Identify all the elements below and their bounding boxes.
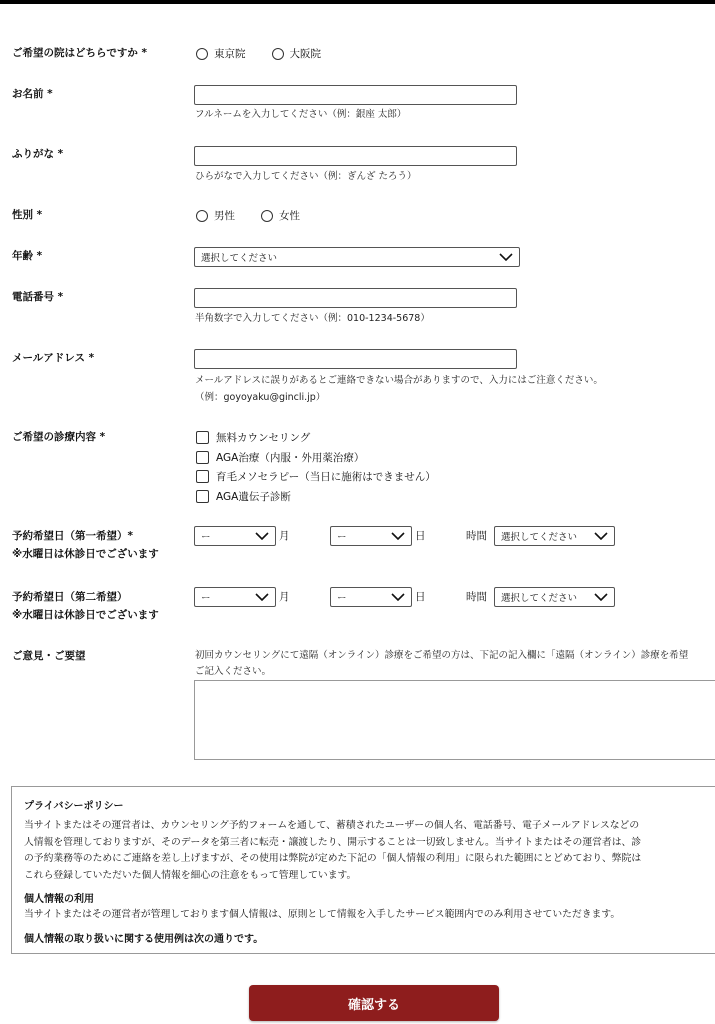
privacy-usage-heading: 個人情報の利用 — [24, 894, 94, 905]
clinic-option-tokyo[interactable]: 東京院 — [196, 46, 246, 61]
gender-label: 性別 * — [12, 209, 43, 221]
radio-icon[interactable] — [196, 210, 208, 222]
treatment-option-counseling[interactable]: 無料カウンセリング — [196, 430, 310, 445]
radio-icon[interactable] — [261, 210, 273, 222]
privacy-policy-box[interactable] — [11, 786, 715, 954]
gender-radio-group — [196, 208, 326, 223]
treatment-option-gene-test[interactable]: AGA遺伝子診断 — [196, 489, 291, 504]
email-label: メールアドレス * — [12, 352, 95, 364]
furigana-label: ふりがな * — [12, 148, 64, 160]
treatment-option-aga[interactable]: AGA治療（内服・外用薬治療） — [196, 450, 364, 465]
chevron-down-icon — [594, 593, 608, 601]
treatment-option-mesotherapy[interactable]: 育毛メソセラピー（当日に施術はできません） — [196, 469, 436, 484]
checkbox-icon[interactable] — [196, 490, 209, 503]
date2-time-label: 時間 — [466, 591, 487, 603]
privacy-body-line4: これら登録していただいた個人情報を細心の注意をもって管理しています。 — [24, 869, 357, 881]
comment-textarea[interactable] — [194, 680, 715, 760]
comment-desc-line2: ご記入ください。 — [195, 666, 272, 677]
age-select[interactable]: 選択してください — [194, 247, 520, 267]
phone-input[interactable] — [194, 288, 517, 308]
radio-icon[interactable] — [196, 48, 208, 60]
date1-label: 予約希望日（第一希望）* — [12, 530, 133, 542]
privacy-usage-body: 当サイトまたはその運営者が管理しております個人情報は、原則として情報を入手したサービス範囲内でのみ利用させていただきます。 — [24, 909, 621, 920]
date2-month-select[interactable]: ー — [194, 587, 276, 607]
privacy-examples-heading: 個人情報の取り扱いに関する使用例は次の通りです。 — [24, 933, 264, 945]
date1-time-select[interactable]: 選択してください — [494, 526, 615, 546]
date1-note: ※水曜日は休診日でございます — [12, 548, 159, 560]
gender-option-male[interactable]: 男性 — [196, 208, 235, 223]
chevron-down-icon — [594, 532, 608, 540]
date2-day-select[interactable]: ー — [330, 587, 412, 607]
date2-day-unit: 日 — [415, 591, 426, 603]
date2-month-unit: 月 — [279, 591, 290, 603]
top-bar — [0, 0, 715, 4]
treatment-label: ご希望の診療内容 * — [12, 431, 106, 443]
phone-hint: 半角数字で入力してください（例：010-1234-5678） — [195, 313, 430, 324]
age-label: 年齢 * — [12, 250, 43, 262]
date1-day-select[interactable]: ー — [330, 526, 412, 546]
comment-desc-line1: 初回カウンセリングにて遠隔（オンライン）診療をご希望の方は、下記の記入欄に「遠隔（オンライン）診療を希望 — [195, 650, 689, 661]
clinic-label: ご希望の院はどちらですか * — [12, 47, 148, 59]
comment-label: ご意見・ご要望 — [12, 650, 86, 662]
date2-label: 予約希望日（第二希望） — [12, 591, 128, 603]
checkbox-icon[interactable] — [196, 431, 209, 444]
date2-note: ※水曜日は休診日でございます — [12, 609, 159, 621]
privacy-body-line2: 人情報を管理しておりますが、そのデータを第三者に転売・譲渡したり、開示することは一切致しません。当サイトまたはその運営者は、診 — [24, 836, 642, 848]
name-hint: フルネームを入力してください（例：銀座 太郎） — [195, 109, 407, 120]
furigana-input[interactable] — [194, 146, 517, 166]
clinic-radio-group — [196, 46, 347, 61]
checkbox-icon[interactable] — [196, 470, 209, 483]
radio-icon[interactable] — [272, 48, 284, 60]
date1-month-unit: 月 — [279, 530, 290, 542]
email-example: （例：goyoyaku@gincli.jp） — [195, 392, 326, 403]
date1-day-unit: 日 — [415, 530, 426, 542]
furigana-hint: ひらがなで入力してください（例：ぎんざ たろう） — [195, 171, 417, 182]
chevron-down-icon — [499, 253, 513, 261]
clinic-option-osaka[interactable]: 大阪院 — [272, 46, 322, 61]
gender-option-female[interactable]: 女性 — [261, 208, 300, 223]
phone-label: 電話番号 * — [12, 291, 64, 303]
privacy-body-line3: の予約業務等のためにご連絡を差し上げますが、その使用は弊院が定めた下記の「個人情報の利用」に限られた範囲にとどめており、弊院は — [24, 853, 642, 864]
chevron-down-icon — [255, 593, 269, 601]
privacy-heading: プライバシーポリシー — [24, 801, 124, 812]
date1-time-label: 時間 — [466, 530, 487, 542]
chevron-down-icon — [391, 532, 405, 540]
email-hint: メールアドレスに誤りがあるとご連絡できない場合がありますので、入力にはご注意ください。 — [195, 375, 603, 386]
chevron-down-icon — [255, 532, 269, 540]
confirm-button[interactable]: 確認する — [249, 985, 499, 1021]
chevron-down-icon — [391, 593, 405, 601]
email-input[interactable] — [194, 349, 517, 369]
date1-month-select[interactable]: ー — [194, 526, 276, 546]
name-label: お名前 * — [12, 88, 53, 100]
name-input[interactable] — [194, 85, 517, 105]
checkbox-icon[interactable] — [196, 451, 209, 464]
date2-time-select[interactable]: 選択してください — [494, 587, 615, 607]
privacy-body-line1: 当サイトまたはその運営者は、カウンセリング予約フォームを通して、蓄積されたユーザーの個人名、電話番号、電子メールアドレスなどの — [24, 820, 640, 831]
